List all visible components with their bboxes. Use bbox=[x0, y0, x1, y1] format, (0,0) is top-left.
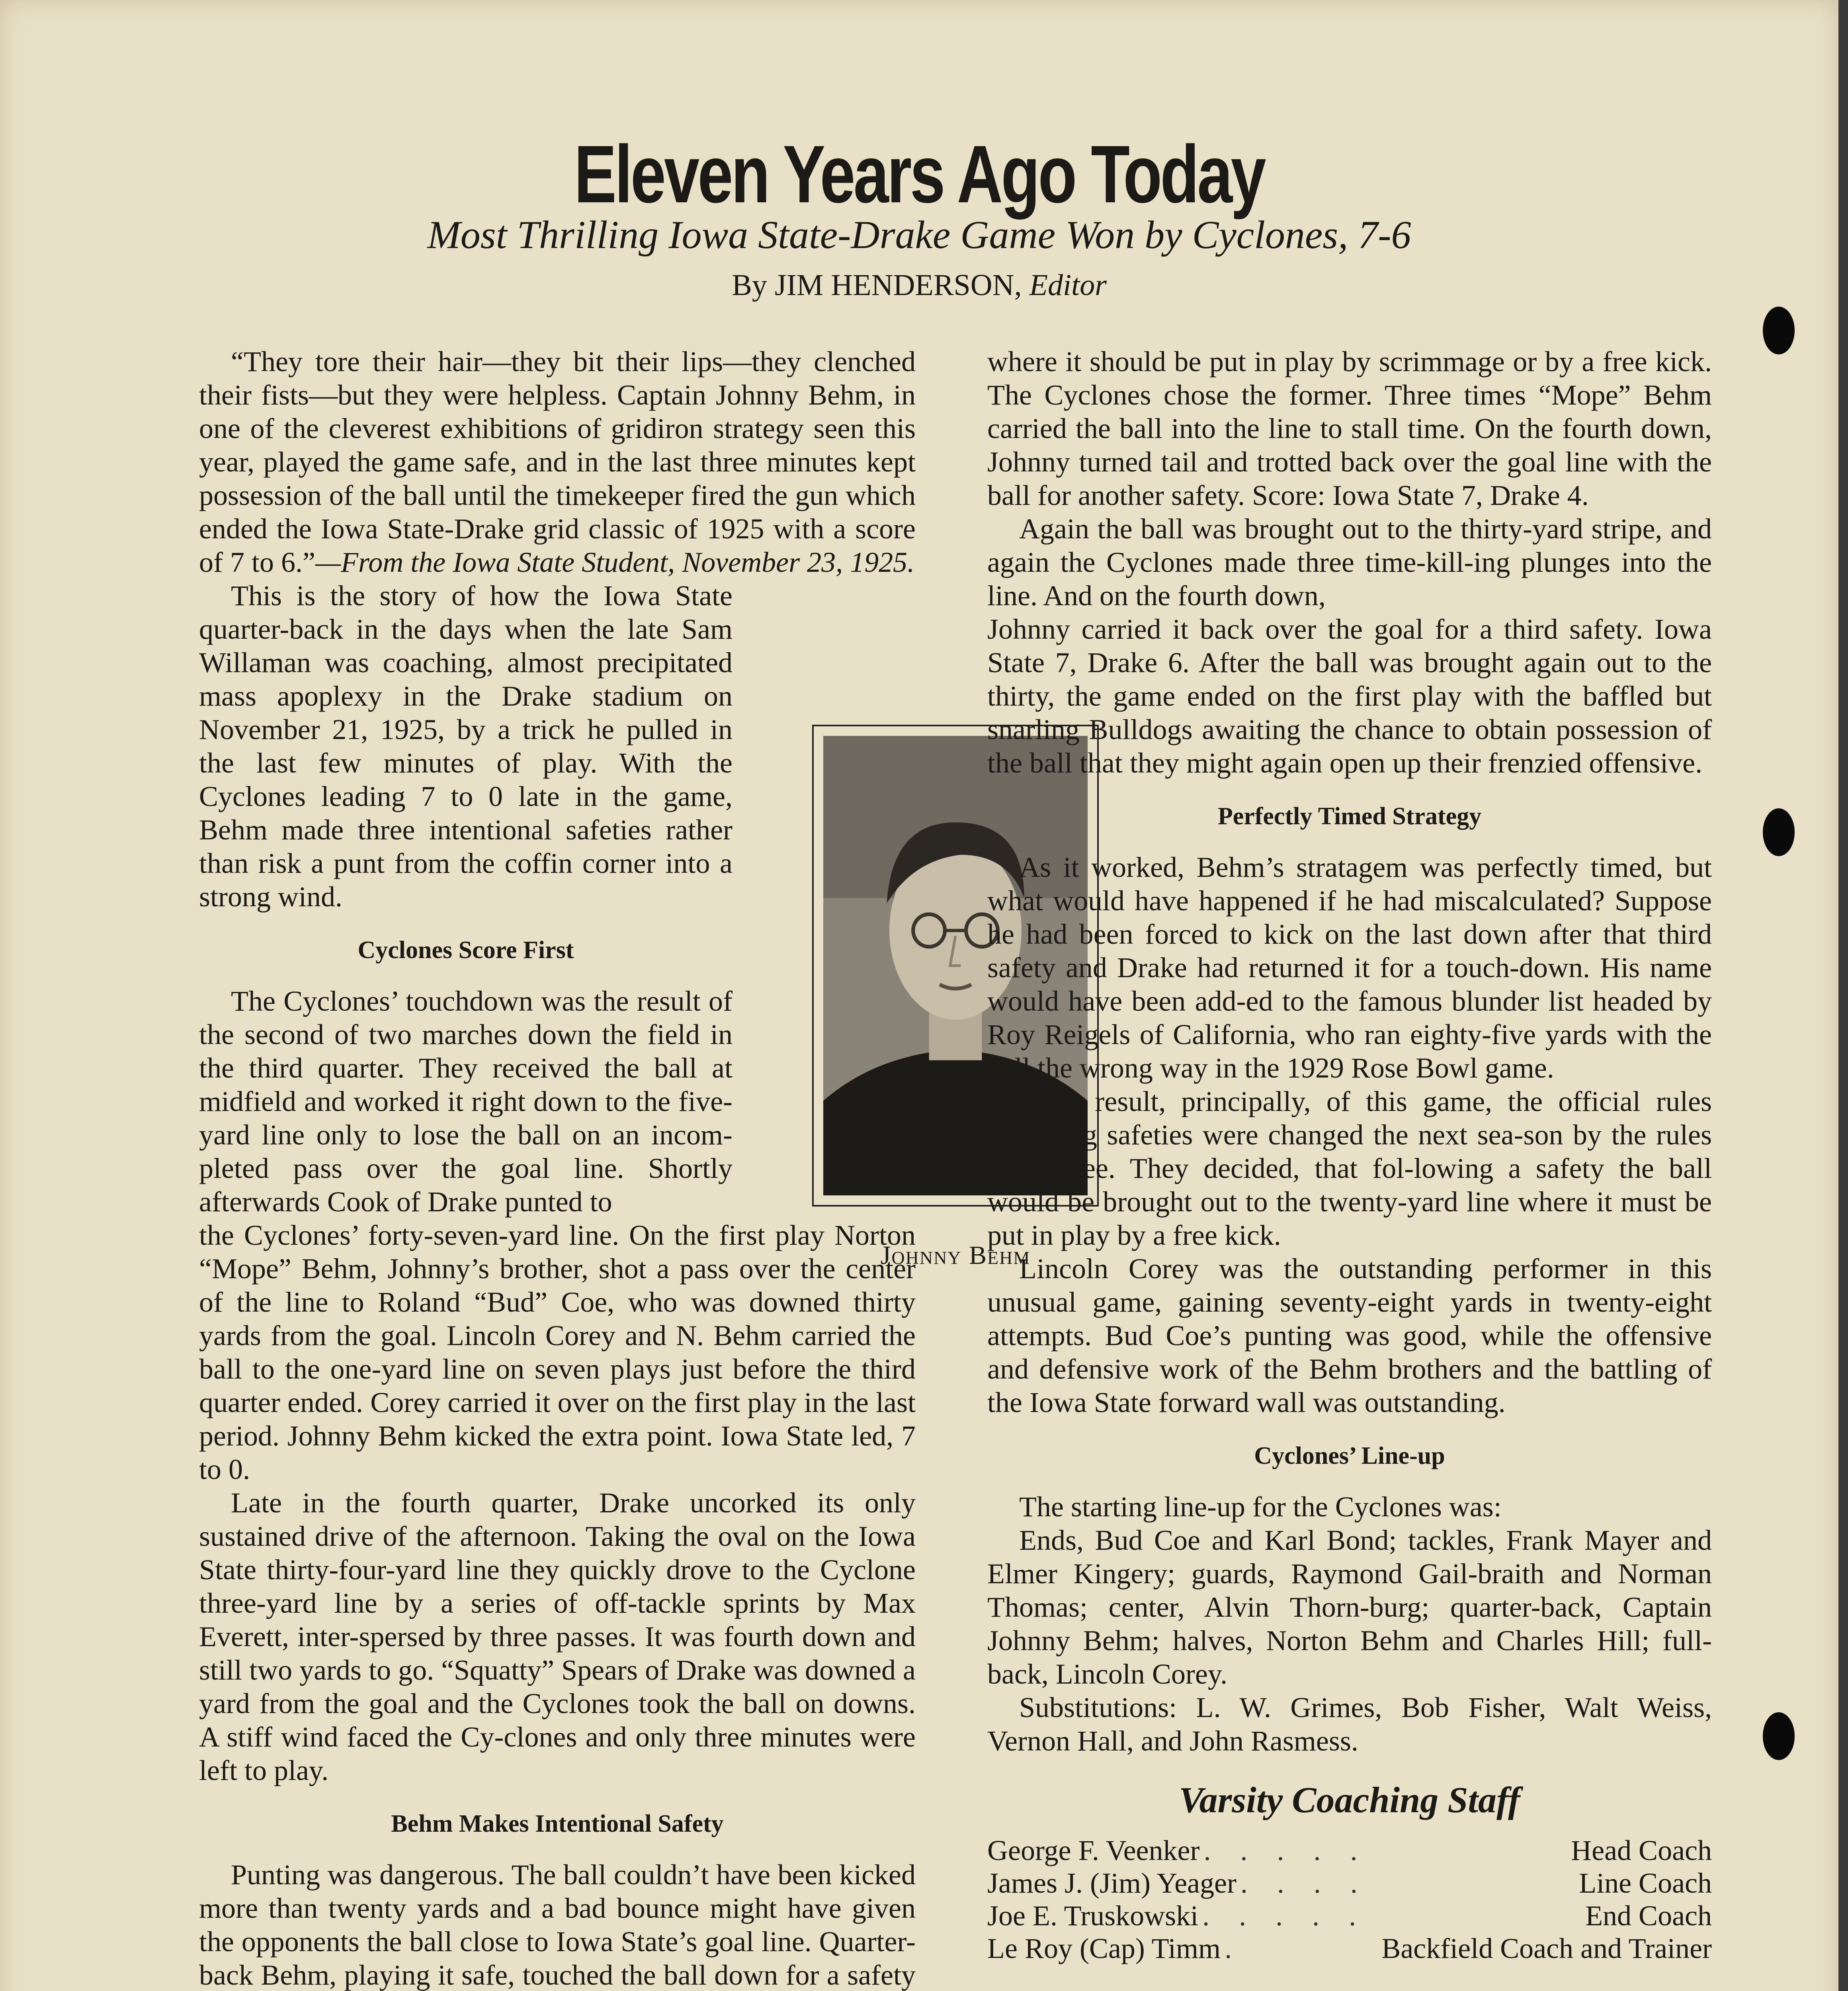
quote-text: “They tore their hair—they bit their lips—they clenched their fists—but they were helpless. Captain Johnny Behm, in one of the cleverest exhibitions of gridiron strategy seen this year, played the game safe, and in the last three minutes kept possession of the ball until the timekeeper fired the gun which ended the Iowa State-Drake grid classic of 1925 with a score of 7 to 6.” bbox=[199, 346, 916, 578]
staff-role: Line Coach bbox=[1579, 1867, 1712, 1899]
staff-row bbox=[987, 1899, 1712, 1932]
staff-name: Joe E. Truskowski bbox=[987, 1900, 1199, 1932]
leader-dots: . . . . . bbox=[1203, 1835, 1369, 1866]
paragraph-as-it-worked: As it worked, Behm’s stratagem was perfectly timed, but what would have happened if he had miscalculated? Suppose he had been forced to kick on the last down after that third safety and Drake had returned it for a touch-down. His name would have been add-ed to the famous blunder list headed by Roy Reigels of California, who ran eighty-five yards with the ball the wrong way in the 1929 Rose Bowl game. bbox=[987, 851, 1712, 1084]
paragraph-as-a-result: As a result, principally, of this game, the official rules regarding safeties were changed the next sea-son by the rules committee. They decided, that fol-lowing a safety the ball would be brought out to the twenty-yard line where it must be put in play by a free kick. bbox=[987, 1085, 1712, 1251]
leader-dots: . . . . bbox=[1240, 1867, 1369, 1899]
subhead-intentional-safety: Behm Makes Intentional Safety bbox=[391, 1810, 724, 1837]
staff-row bbox=[987, 1867, 1712, 1899]
staff-role: End Coach bbox=[1585, 1900, 1712, 1932]
opening-quote bbox=[199, 345, 916, 579]
byline-author: By JIM HENDERSON, bbox=[732, 268, 1022, 302]
paragraph-lineup: Ends, Bud Coe and Karl Bond; tackles, Frank Mayer and Elmer Kingery; guards, Raymond Gail-braith and Norman Thomas; center, Alvin Thorn-burg; quarter-back, Captain Johnny Behm; halves, Norton Behm and Charles Hill; full-back, Lincoln Corey. bbox=[987, 1524, 1712, 1690]
subhead-lineup: Cyclones’ Line-up bbox=[1254, 1442, 1445, 1469]
paragraph-lineup-intro: The starting line-up for the Cyclones was: bbox=[1019, 1491, 1502, 1523]
paragraph-intro: This is the story of how the Iowa State quarter-back in the days when the late Sam Willaman was coaching, almost precipitated mass apoplexy in the Drake stadium on November 21, 1925, by a trick he pulled in the last few minutes of play. With the Cyclones leading 7 to 0 late in the game, Behm made three intentional safeties rather than risk a punt from the coffin corner into a strong wind. bbox=[199, 580, 733, 913]
right-column bbox=[987, 345, 1712, 1965]
article-title: Eleven Years Ago Today bbox=[574, 129, 1264, 220]
coaching-staff-list bbox=[987, 1834, 1712, 1965]
paragraph-substitutions: Substitutions: L. W. Grimes, Bob Fisher, Walt Weiss, Vernon Hall, and John Rasmess. bbox=[987, 1692, 1712, 1757]
byline bbox=[0, 270, 1838, 300]
photo-caption: Johnny Behm bbox=[880, 1241, 1031, 1270]
staff-name: Le Roy (Cap) Timm bbox=[987, 1932, 1221, 1964]
coaching-staff-title: Varsity Coaching Staff bbox=[1179, 1780, 1520, 1820]
leader-dots: . bbox=[1225, 1932, 1243, 1964]
paragraph-continued: where it should be put in play by scrimmage or by a free kick. The Cyclones chose the former. Three times “Mope” Behm carried the ball into the line to stall time. On the fourth down, Johnny turned tail and trotted back over the goal line with the ball for another safety. Score: Iowa State 7, Drake 4. bbox=[987, 346, 1712, 511]
staff-role: Backfield Coach and Trainer bbox=[1381, 1932, 1712, 1964]
staff-row bbox=[987, 1834, 1712, 1867]
staff-name: George F. Veenker bbox=[987, 1835, 1200, 1866]
paragraph-score-a: The Cyclones’ touchdown was the result of the second of two marches down the field in the third quarter. They received the ball at midfield and worked it right down to the five-yard line only to lose the ball on an incom-pleted pass over the goal line. Shortly afterwards Cook of Drake punted to bbox=[199, 985, 733, 1218]
paragraph-again-a: Again the ball was brought out to the thirty-yard stripe, and again the Cyclones made three time-kill-ing plunges into the line. And on the fourth down, bbox=[987, 513, 1712, 612]
binder-hole bbox=[1763, 808, 1795, 856]
paragraph-late-drive: Late in the fourth quarter, Drake uncorked its only sustained drive of the afternoon. Taking the oval on the Iowa State thirty-four-yard line they quickly drove to the Cyclone three-yard line by a series of off-tackle sprints by Max Everett, inter-spersed by three passes. It was fourth down and still two yards to go. “Squatty” Spears of Drake was downed a yard from the goal and the Cyclones took the ball on downs. A stiff wind faced the Cy-clones and only three minutes were left to play. bbox=[199, 1487, 916, 1786]
paragraph-again-b: Johnny carried it back over the goal for a third safety. Iowa State 7, Drake 6. After the ball was brought again out to the thirty, the game ended on the first play with the baffled but snarling Bulldogs awaiting the chance to obtain possession of the ball that they might again open up their frenzied offensive. bbox=[987, 613, 1712, 779]
binder-hole bbox=[1763, 1712, 1795, 1760]
quote-source: —From the Iowa State Student, November 23, 1925. bbox=[315, 546, 915, 578]
binder-hole bbox=[1763, 307, 1795, 354]
byline-role: Editor bbox=[1029, 268, 1107, 302]
staff-role: Head Coach bbox=[1571, 1835, 1712, 1866]
paragraph-punting: Punting was dangerous. The ball couldn’t have been kicked more than twenty yards and a bad bounce might have given the opponents the ball close to Iowa State’s goal line. Quarter-back Behm, playing it safe, touched the ball down for a safety bbox=[199, 1859, 916, 1991]
article-subtitle: Most Thrilling Iowa State-Drake Game Won by Cyclones, 7-6 bbox=[427, 213, 1411, 257]
subhead-perfectly-timed: Perfectly Timed Strategy bbox=[1217, 803, 1482, 830]
subhead-cyclones-score-first: Cyclones Score First bbox=[357, 937, 574, 964]
staff-name: James J. (Jim) Yeager bbox=[987, 1867, 1237, 1899]
leader-dots: . . . . . bbox=[1202, 1900, 1367, 1932]
left-column bbox=[199, 345, 916, 1991]
staff-row bbox=[987, 1932, 1712, 1965]
paragraph-score-b: the Cyclones’ forty-seven-yard line. On the first play Norton “Mope” Behm, Johnny’s brother, shot a pass over the center of the line to Roland “Bud” Coe, who was downed thirty yards from the goal. Lincoln Corey and N. Behm carried the ball to the one-yard line on seven plays just before the third quarter ended. Corey carried it over on the first play in the last period. Johnny Behm kicked the extra point. Iowa State led, 7 to 0. bbox=[199, 1219, 916, 1485]
paragraph-lincoln-corey: Lincoln Corey was the outstanding performer in this unusual game, gaining seventy-eight yards in twenty-eight attempts. Bud Coe’s punting was good, while the offensive and defensive work of the Behm brothers and the battling of the Iowa State forward wall was outstanding. bbox=[987, 1253, 1712, 1418]
